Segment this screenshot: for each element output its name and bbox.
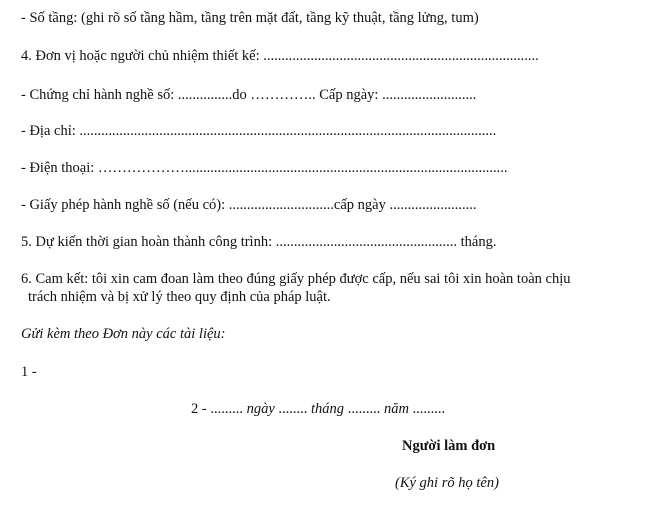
practice-certificate-line: - Chứng chỉ hành nghề số: ...............do ………….. Cấp ngày: .......................... — [21, 87, 477, 103]
day-dots: ........ — [274, 401, 312, 417]
section-5-completion-time: 5. Dự kiến thời gian hoàn thành công trình: .................................................. tháng. — [21, 234, 497, 250]
attachment-item-2-prefix: 2 - ......... — [191, 401, 247, 417]
section-4-designer: 4. Đơn vị hoặc người chủ nhiệm thiết kế: ............................................................................ — [21, 48, 539, 64]
address-line: - Địa chỉ: ................................................................................................................... — [21, 123, 497, 139]
month-label: tháng — [311, 401, 345, 417]
attachment-item-1: 1 - — [21, 364, 37, 380]
year-label: năm — [383, 401, 409, 417]
section-6-commitment-line-1: 6. Cam kết: tôi xin cam đoan làm theo đúng giấy phép được cấp, nếu sai tôi xin hoàn toàn chịu — [21, 271, 571, 287]
signer-note: (Ký ghi rõ họ tên) — [395, 475, 499, 491]
so-tang-line: - Số tầng: (ghi rõ số tầng hầm, tầng trên mặt đất, tầng kỹ thuật, tầng lửng, tum) — [21, 10, 479, 26]
signer-title: Người làm đơn — [402, 438, 496, 454]
section-6-commitment-line-2: trách nhiệm và bị xử lý theo quy định của pháp luật. — [28, 289, 331, 305]
date-line — [191, 400, 445, 418]
year-dots: ......... — [408, 401, 446, 417]
practice-license-line: - Giấy phép hành nghề số (nếu có): .............................cấp ngày ........................ — [21, 197, 477, 213]
phone-line: - Điện thoại: ………………......................................................................................... — [21, 160, 508, 176]
attachments-label: Gửi kèm theo Đơn này các tài liệu: — [21, 326, 226, 342]
day-label: ngày — [246, 401, 275, 417]
month-dots: ......... — [344, 401, 384, 417]
